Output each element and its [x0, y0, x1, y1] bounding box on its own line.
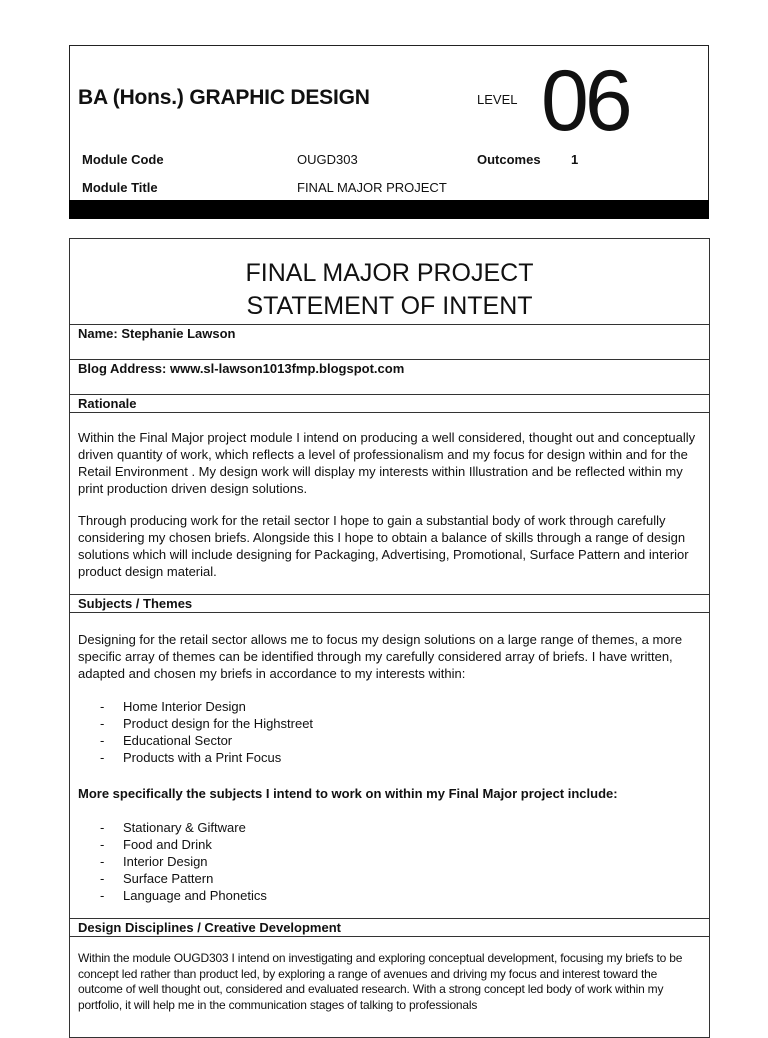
- rationale-section: [70, 412, 709, 594]
- rationale-paragraph-2: Through producing work for the retail sector I hope to gain a substantial body of work through carefully considering my chosen briefs. Alongside this I hope to obtain a balance of skills through a range of design solutions which will include designing for Packaging, Advertising, Promotional, Surface Pattern and interior product design material.: [78, 513, 689, 579]
- subjects-section: [70, 612, 709, 918]
- level-label: LEVEL: [477, 92, 518, 107]
- subjects-bold-statement: More specifically the subjects I intend to work on within my Final Major project include:: [78, 786, 618, 801]
- list-item: - Language and Phonetics: [100, 888, 267, 903]
- subjects-list: [78, 819, 701, 904]
- rationale-heading: Rationale: [70, 394, 709, 412]
- design-disciplines-text: Within the module OUGD303 I intend on investigating and exploring conceptual development, focusing my briefs to be concept led rather than product led, by exploring a range of avenues and driving my focus and interest toward the outcome of well thought out, considered and evaluated research. With a strong concept led body of work within my portfolio, it will help me in the communication stages of talking to professionals: [78, 951, 683, 1012]
- subjects-heading: Subjects / Themes: [70, 594, 709, 612]
- outcomes-label: Outcomes: [477, 152, 541, 167]
- form-title-line1: FINAL MAJOR PROJECT: [245, 259, 534, 287]
- header-divider-bar: [69, 200, 709, 219]
- list-item: - Stationary & Giftware: [100, 820, 246, 835]
- subjects-intro: Designing for the retail sector allows me to focus my design solutions on a large range of themes, a more specific array of themes can be identified through my carefully considered array of briefs. I have written, adapted and chosen my briefs in accordance to my interests within:: [78, 632, 683, 681]
- list-item: - Surface Pattern: [100, 871, 214, 886]
- interests-list: [78, 698, 701, 766]
- outcomes-value: 1: [571, 152, 579, 167]
- module-code-value: OUGD303: [297, 152, 358, 167]
- statement-of-intent-form: [69, 238, 710, 1038]
- module-header: [69, 45, 709, 219]
- design-disciplines-section: [70, 936, 709, 1013]
- level-number: 06: [541, 53, 629, 149]
- module-title-value: FINAL MAJOR PROJECT: [297, 180, 447, 195]
- form-title: [70, 239, 709, 324]
- blog-address-field: Blog Address: www.sl-lawson1013fmp.blogspot.com: [70, 359, 709, 394]
- name-field: Name: Stephanie Lawson: [70, 324, 709, 359]
- list-item: - Product design for the Highstreet: [100, 716, 314, 731]
- list-item: - Home Interior Design: [100, 699, 246, 714]
- course-title: BA (Hons.) GRAPHIC DESIGN: [78, 86, 370, 109]
- module-code-label: Module Code: [82, 152, 164, 167]
- design-disciplines-heading: Design Disciplines / Creative Development: [70, 918, 709, 936]
- list-item: - Food and Drink: [100, 837, 212, 852]
- list-item: - Products with a Print Focus: [100, 750, 282, 765]
- module-title-label: Module Title: [82, 180, 158, 195]
- list-item: - Educational Sector: [100, 733, 233, 748]
- list-item: - Interior Design: [100, 854, 208, 869]
- rationale-paragraph-1: Within the Final Major project module I intend on producing a well considered, thought out and conceptually driven quantity of work, which reflects a level of professionalism and my focus for design within and for the Retail Environment . My design work will display my interests within Illustration and be reflected within my print production driven design solutions.: [78, 430, 696, 496]
- form-title-line2: STATEMENT OF INTENT: [246, 292, 533, 320]
